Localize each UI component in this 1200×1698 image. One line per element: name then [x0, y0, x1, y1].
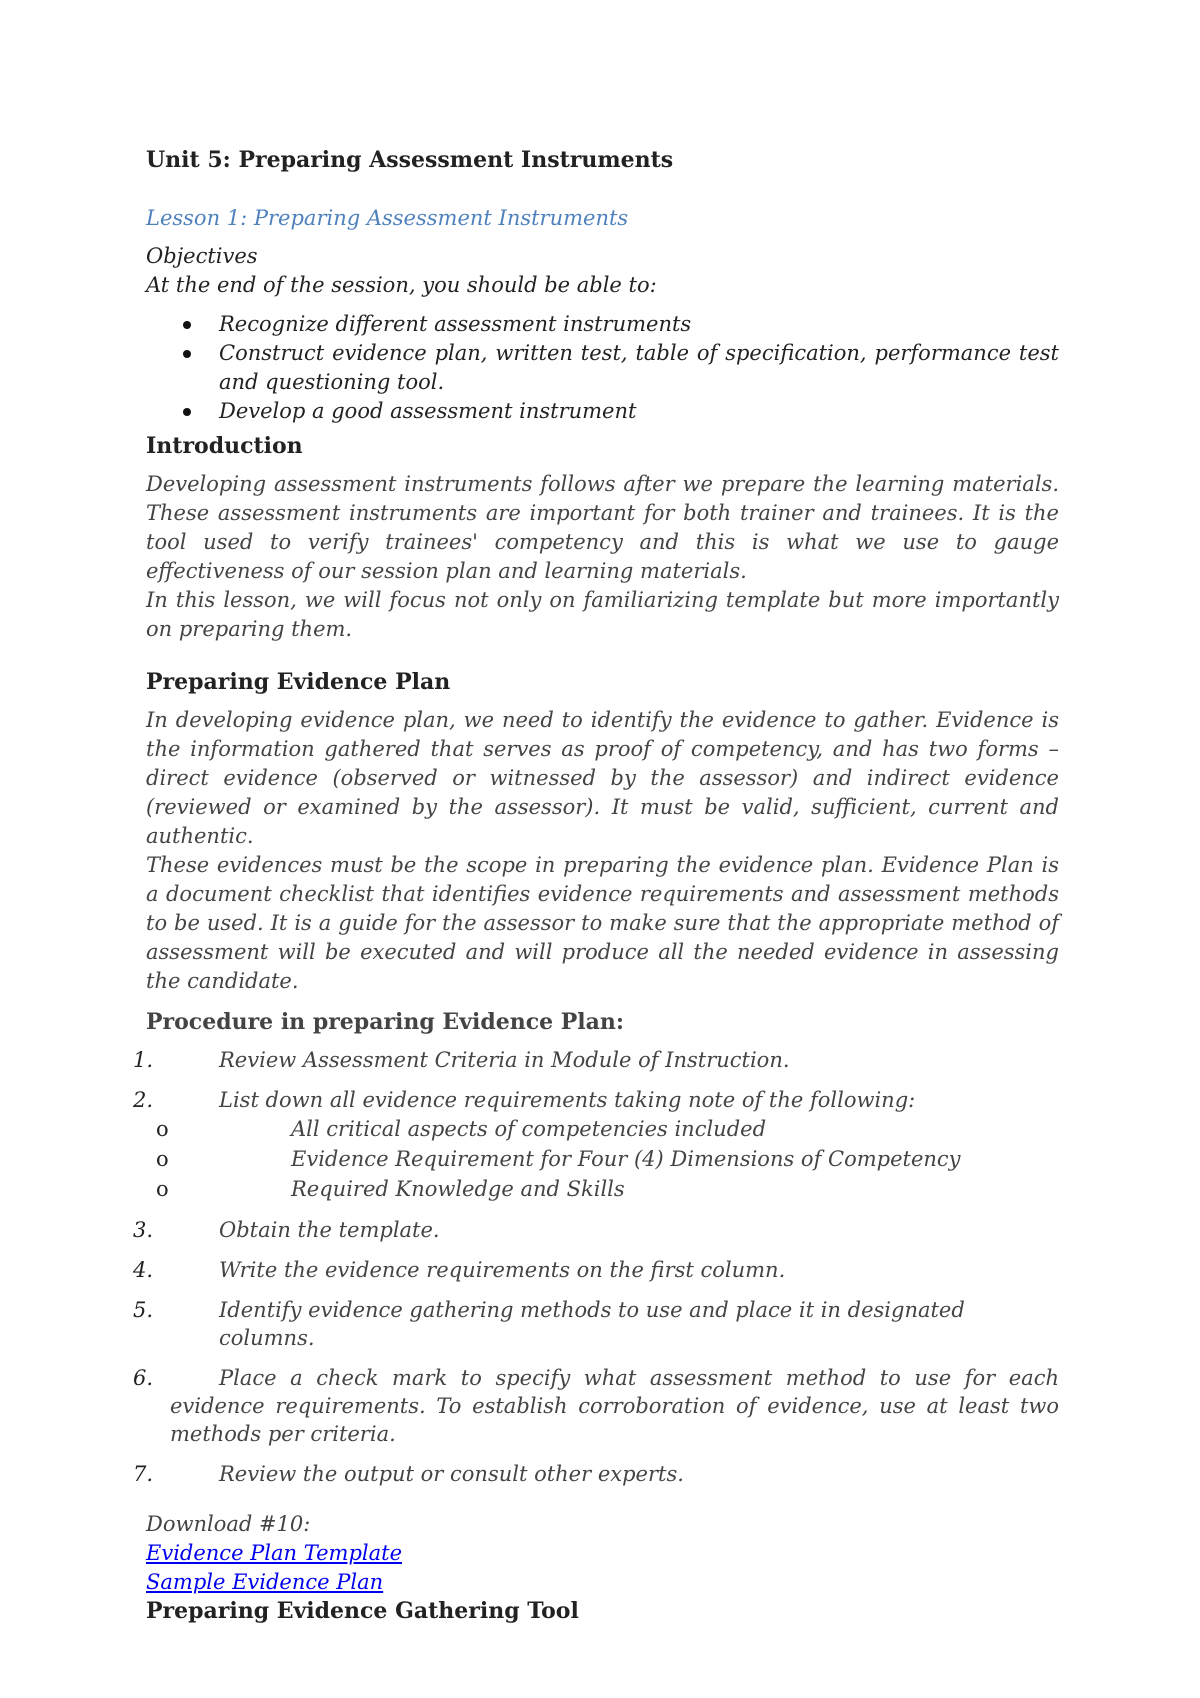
evidence-plan-paragraph: In developing evidence plan, we need to identify the evidence to gather. Evidence is the information gathered that serves as proof of competency, and has two forms – direct evidence (observed or witnessed by the assessor) and indirect evidence (reviewed or examined by the assessor). It must be valid, sufficient, current and authentic. [146, 708, 1059, 848]
procedure-heading: Procedure in preparing Evidence Plan: [146, 1009, 625, 1035]
step-number: 7. [133, 1462, 154, 1486]
step-number: 1. [133, 1048, 154, 1072]
objective-item: Recognize different assessment instruments [146, 310, 1059, 339]
sub-list [146, 1114, 1059, 1204]
introduction-paragraph: In this lesson, we will focus not only on familiarizing template but more importantly on preparing them. [146, 588, 1059, 641]
objectives-list [146, 310, 1059, 426]
unit-title: Unit 5: Preparing Assessment Instruments [146, 147, 674, 173]
step-text: Review Assessment Criteria in Module of Instruction. [219, 1048, 790, 1072]
step-text: Place a check mark to specify what assessment method to use for each evidence requirements. To establish corroboration of evidence, use at least two methods per criteria. [170, 1366, 1059, 1446]
download-label: Download #10: [146, 1512, 311, 1536]
circle-bullet-icon: o [156, 1117, 169, 1141]
evidence-plan-paragraph: These evidences must be the scope in preparing the evidence plan. Evidence Plan is a document checklist that identifies evidence requirements and assessment methods to be used. It is a guide for the assessor to make sure that the appropriate method of assessment will be executed and will produce all the needed evidence in assessing the candidate. [146, 853, 1059, 993]
step-number: 2. [133, 1088, 154, 1112]
procedure-step [133, 1086, 1059, 1204]
procedure-step [133, 1046, 1059, 1074]
step-number: 5. [133, 1298, 154, 1322]
sub-item [146, 1144, 1059, 1174]
sub-item-text: Required Knowledge and Skills [291, 1177, 625, 1201]
procedure-list [133, 1046, 1059, 1488]
step-text: List down all evidence requirements taking note of the following: [219, 1088, 916, 1112]
step-number: 4. [133, 1258, 154, 1282]
evidence-plan-heading: Preparing Evidence Plan [146, 669, 451, 695]
objective-item: Develop a good assessment instrument [146, 397, 1059, 426]
objectives-intro: At the end of the session, you should be able to: [146, 273, 657, 297]
procedure-step [133, 1460, 1059, 1488]
step-text: Obtain the template. [219, 1218, 440, 1242]
procedure-step [133, 1364, 1059, 1448]
introduction-heading: Introduction [146, 433, 303, 459]
step-number: 6. [133, 1366, 154, 1390]
evidence-plan-template-link[interactable]: Evidence Plan Template [146, 1541, 402, 1565]
circle-bullet-icon: o [156, 1147, 169, 1171]
objectives-heading: Objectives [146, 244, 258, 268]
procedure-step [133, 1216, 1059, 1244]
sample-evidence-plan-link[interactable]: Sample Evidence Plan [146, 1570, 384, 1594]
lesson-title: Lesson 1: Preparing Assessment Instruments [146, 206, 629, 230]
step-text: Review the output or consult other experts. [219, 1462, 684, 1486]
introduction-paragraph: Developing assessment instruments follows after we prepare the learning materials. These assessment instruments are important for both trainer and trainees. It is the tool used to verify trainees' competency and this is what we use to gauge effectiveness of our session plan and learning materials. [146, 472, 1059, 583]
step-text: Write the evidence requirements on the first column. [219, 1258, 786, 1282]
document-page [133, 146, 1059, 1625]
step-number: 3. [133, 1218, 154, 1242]
sub-item-text: Evidence Requirement for Four (4) Dimensions of Competency [291, 1147, 961, 1171]
circle-bullet-icon: o [156, 1177, 169, 1201]
step-text: Identify evidence gathering methods to use and place it in designated columns. [219, 1298, 965, 1350]
sub-item [146, 1114, 1059, 1144]
evidence-gathering-tool-heading: Preparing Evidence Gathering Tool [146, 1598, 579, 1624]
objective-item: Construct evidence plan, written test, table of specification, performance test and questioning tool. [146, 339, 1059, 397]
sub-item [146, 1174, 1059, 1204]
procedure-step [133, 1296, 1059, 1352]
procedure-step [133, 1256, 1059, 1284]
sub-item-text: All critical aspects of competencies included [291, 1117, 767, 1141]
